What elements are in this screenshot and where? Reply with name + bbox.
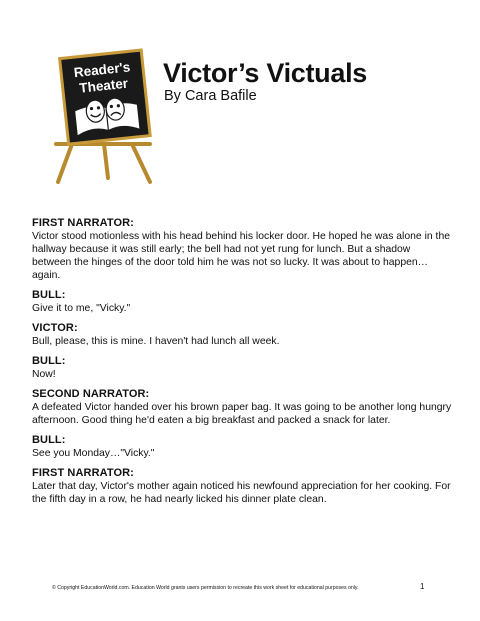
copyright-footer: © Copyright EducationWorld.com. Education World grants users permission to recreate this work sheet for educational purposes only. [52, 585, 359, 591]
speaker-label: FIRST NARRATOR: [32, 467, 134, 479]
speaker-label: FIRST NARRATOR: [32, 217, 134, 229]
dialogue-line: Now! [32, 369, 56, 380]
dialogue-line: Later that day, Victor's mother again noticed his newfound appreciation for her cooking. For the fifth day in a row, he had nearly licked his dinner plate clean. [32, 481, 451, 505]
author-byline: By Cara Bafile [164, 88, 257, 104]
dialogue-line: Bull, please, this is mine. I haven't had lunch all week. [32, 336, 280, 347]
dialogue-block [32, 322, 452, 348]
dialogue-block [32, 434, 452, 460]
speaker-label: VICTOR: [32, 322, 78, 334]
logo-line1: Reader's [73, 59, 131, 81]
easel-leg-back [104, 144, 108, 178]
dialogue-block [32, 289, 452, 315]
dialogue-block [32, 388, 452, 427]
dialogue-line: Victor stood motionless with his head behind his locker door. He hoped he was alone in the hallway because it was still early; the bell had not yet rung for lunch. But a shadow between the hinges of the door told him he was not so lucky. It was about to happen…again. [32, 231, 450, 281]
speaker-label: BULL: [32, 355, 66, 367]
speaker-label: SECOND NARRATOR: [32, 388, 150, 400]
dialogue-line: See you Monday…"Vicky." [32, 448, 155, 459]
readers-theater-logo [50, 48, 162, 186]
speaker-label: BULL: [32, 434, 66, 446]
easel-leg-left [58, 144, 72, 182]
script-body [32, 217, 452, 513]
page-title: Victor’s Victuals [163, 58, 368, 88]
dialogue-line: Give it to me, "Vicky." [32, 303, 131, 314]
dialogue-block [32, 467, 452, 506]
logo-line2: Theater [78, 75, 129, 96]
speaker-label: BULL: [32, 289, 66, 301]
page-number: 1 [420, 582, 425, 591]
dialogue-block [32, 355, 452, 381]
easel-leg-right [132, 144, 150, 182]
dialogue-block [32, 217, 452, 282]
dialogue-line: A defeated Victor handed over his brown paper bag. It was going to be another long hungry afternoon. Good thing he'd eaten a big breakfast and packed a snack for later. [32, 402, 452, 426]
